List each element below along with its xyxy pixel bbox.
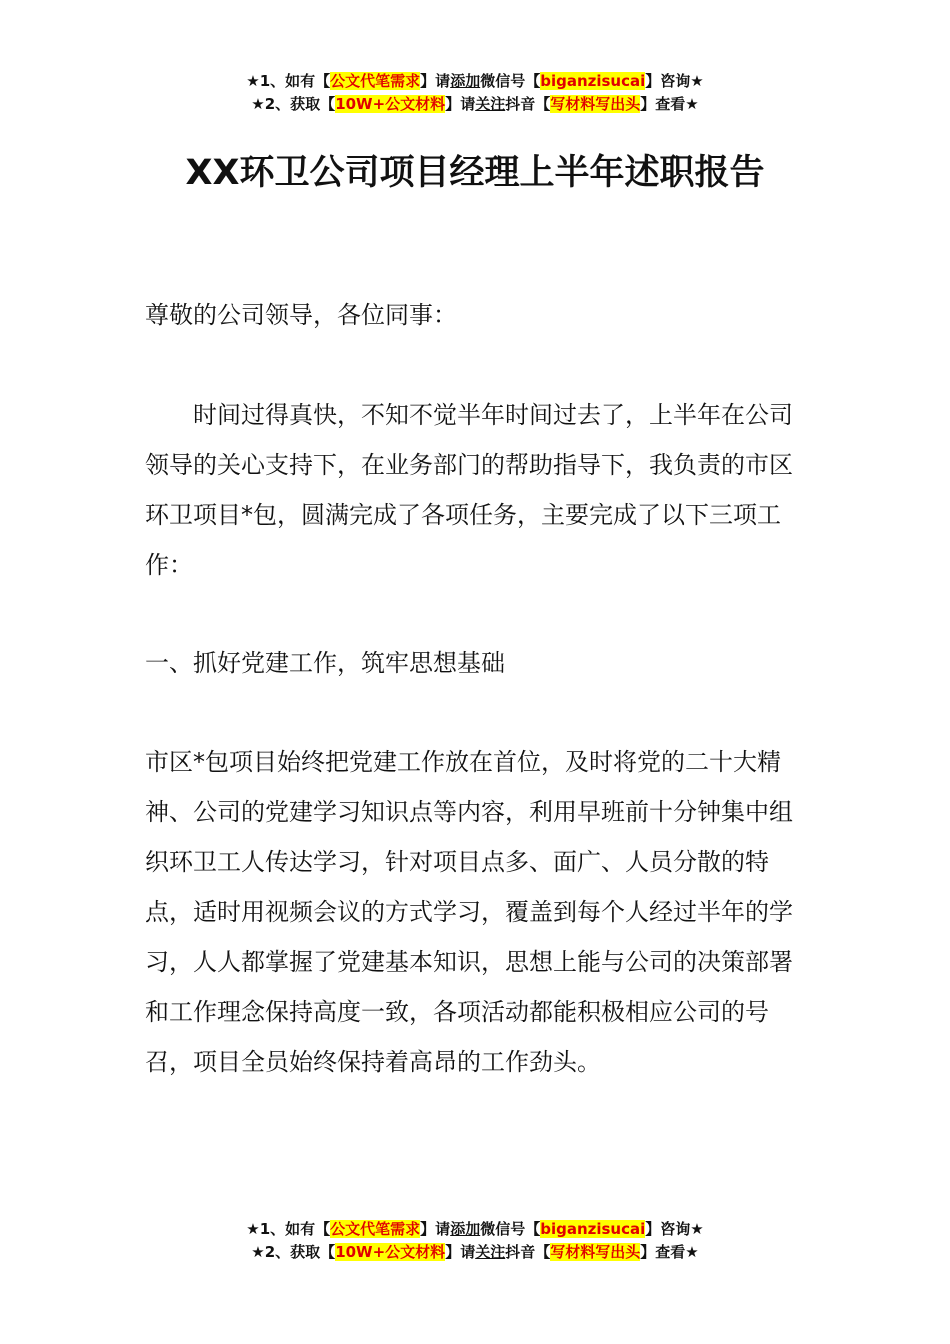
wechat-id: biganzisucai	[540, 1220, 646, 1238]
promo-line-2: ★2、获取【10W+公文材料】请关注抖音【写材料写出头】查看★	[251, 1243, 699, 1261]
promo-line-1: ★1、如有【公文代笔需求】请添加微信号【biganzisucai】咨询★	[246, 1220, 704, 1238]
promo-highlight: 公文代笔需求	[330, 72, 421, 90]
promo-highlight: 10W+公文材料	[335, 95, 446, 113]
douyin-account: 写材料写出头	[550, 1243, 641, 1261]
promo-highlight: 10W+公文材料	[335, 1243, 446, 1261]
section-heading: 一、抓好党建工作，筑牢思想基础	[145, 649, 505, 677]
promo-highlight: 公文代笔需求	[330, 1220, 421, 1238]
wechat-id: biganzisucai	[540, 72, 646, 90]
header-promo-banner	[0, 70, 950, 116]
section-paragraph: 市区*包项目始终把党建工作放在首位，及时将党的二十大精神、公司的党建学习知识点等内容，利用早班前十分钟集中组织环卫工人传达学习，针对项目点多、面广、人员分散的特点，适时用视频会议的方式学习，覆盖到每个人经过半年的学习，人人都掌握了党建基本知识，思想上能与公司的决策部署和工作理念保持高度一致，各项活动都能积极相应公司的号召，项目全员始终保持着高昂的工作劲头。	[145, 748, 793, 1076]
document-title: XX环卫公司项目经理上半年述职报告	[185, 153, 765, 193]
promo-line-2: ★2、获取【10W+公文材料】请关注抖音【写材料写出头】查看★	[251, 95, 699, 113]
intro-paragraph: 时间过得真快，不知不觉半年时间过去了，上半年在公司领导的关心支持下，在业务部门的帮助指导下，我负责的市区环卫项目*包，圆满完成了各项任务，主要完成了以下三项工作：	[145, 401, 793, 579]
douyin-account: 写材料写出头	[550, 95, 641, 113]
salutation: 尊敬的公司领导，各位同事：	[145, 301, 457, 329]
footer-promo-banner	[0, 1218, 950, 1264]
promo-line-1: ★1、如有【公文代笔需求】请添加微信号【biganzisucai】咨询★	[246, 72, 704, 90]
